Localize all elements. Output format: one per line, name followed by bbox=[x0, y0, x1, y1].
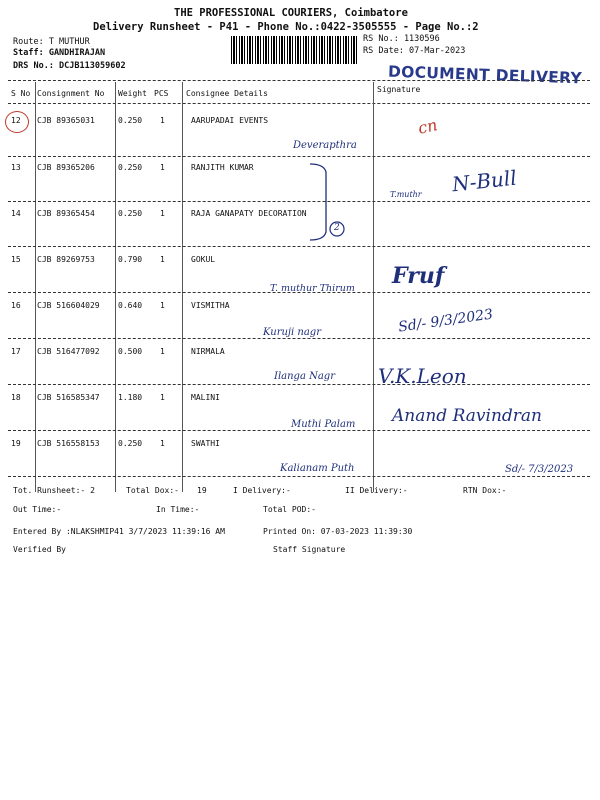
route-label: Route: T MUTHUR bbox=[13, 37, 90, 47]
table-row bbox=[0, 209, 600, 255]
row-pcs: 1 bbox=[160, 255, 165, 264]
row-consignee: NIRMALA bbox=[191, 347, 225, 356]
verified-by: Verified By bbox=[13, 545, 66, 554]
row-weight: 1.180 bbox=[118, 393, 143, 402]
col-consignment-header: Consignment No bbox=[37, 89, 105, 98]
handwritten-address: Ilanga Nagr bbox=[274, 371, 335, 382]
col-signature-header: Signature bbox=[377, 85, 421, 94]
header-divider-top bbox=[8, 80, 590, 81]
row-divider bbox=[8, 338, 590, 339]
circled-number: 2 bbox=[334, 223, 340, 233]
row-pcs: 1 bbox=[160, 393, 165, 402]
entered-by: Entered By :NLAKSHMIP41 3/7/2023 11:39:16 AM bbox=[13, 527, 225, 536]
col-pcs-header: PCS bbox=[154, 89, 169, 98]
row-pcs: 1 bbox=[160, 163, 165, 172]
handwritten-address: T.muthr bbox=[390, 190, 422, 199]
row-weight: 0.250 bbox=[118, 209, 143, 218]
table-row bbox=[0, 439, 600, 485]
table-row bbox=[0, 347, 600, 393]
row-weight: 0.250 bbox=[118, 116, 143, 125]
signature: Anand Ravindran bbox=[392, 406, 543, 426]
in-time: In Time:- bbox=[156, 505, 200, 514]
barcode bbox=[231, 36, 359, 64]
row-consignment: CJB 516558153 bbox=[37, 439, 100, 448]
handwritten-address: Kalianam Puth bbox=[280, 463, 355, 474]
signature: N-Bull bbox=[450, 165, 518, 197]
row-weight: 0.250 bbox=[118, 439, 143, 448]
row-sno: 13 bbox=[11, 163, 21, 172]
row-consignee: MALINI bbox=[191, 393, 220, 402]
ii-delivery: II Delivery:- bbox=[345, 486, 408, 495]
total-dox-value: 19 bbox=[197, 486, 207, 495]
signature: Sd/- 9/3/2023 bbox=[397, 306, 494, 336]
col-sno-header: S No bbox=[11, 89, 31, 98]
runsheet-line: Delivery Runsheet - P41 - Phone No.:0422-3505555 - Page No.:2 bbox=[93, 21, 479, 33]
row-sno: 15 bbox=[11, 255, 21, 264]
col-consignee-header: Consignee Details bbox=[186, 89, 268, 98]
signature: cn bbox=[416, 115, 440, 138]
rtn-dox: RTN Dox:- bbox=[463, 486, 507, 495]
staff-signature: Staff Signature bbox=[273, 545, 346, 554]
row-divider bbox=[8, 201, 590, 202]
row-consignment: CJB 516477092 bbox=[37, 347, 100, 356]
row-consignee: RANJITH KUMAR bbox=[191, 163, 254, 172]
row-sno: 14 bbox=[11, 209, 21, 218]
row-divider bbox=[8, 430, 590, 431]
row-weight: 0.640 bbox=[118, 301, 143, 310]
row-weight: 0.790 bbox=[118, 255, 143, 264]
row-sno: 18 bbox=[11, 393, 21, 402]
company-title: THE PROFESSIONAL COURIERS, Coimbatore bbox=[174, 7, 408, 19]
signature: Sd/- 7/3/2023 bbox=[505, 464, 574, 475]
row-pcs: 1 bbox=[160, 301, 165, 310]
row-weight: 0.250 bbox=[118, 163, 143, 172]
row-consignee: VISMITHA bbox=[191, 301, 230, 310]
row-divider bbox=[8, 246, 590, 247]
row-pcs: 1 bbox=[160, 439, 165, 448]
handwritten-address: Deverapthra bbox=[293, 140, 357, 151]
table-row bbox=[0, 255, 600, 301]
row-pcs: 1 bbox=[160, 116, 165, 125]
handwritten-address: Kuruji nagr bbox=[263, 327, 321, 338]
row-pcs: 1 bbox=[160, 209, 165, 218]
table-row bbox=[0, 301, 600, 347]
row-consignment: CJB 89269753 bbox=[37, 255, 95, 264]
printed-on: Printed On: 07-03-2023 11:39:30 bbox=[263, 527, 413, 536]
tot-runsheet: Tot. Runsheet:- 2 bbox=[13, 486, 95, 495]
row-12-circle-mark bbox=[5, 111, 29, 133]
header-divider-bottom bbox=[8, 103, 590, 104]
row-consignment: CJB 516585347 bbox=[37, 393, 100, 402]
row-sno: 19 bbox=[11, 439, 21, 448]
row-divider bbox=[8, 156, 590, 157]
staff-label: Staff: GANDHIRAJAN bbox=[13, 48, 106, 58]
row-sno: 12 bbox=[11, 116, 21, 125]
row-pcs: 1 bbox=[160, 347, 165, 356]
row-divider bbox=[8, 476, 590, 477]
row-consignee: SWATHI bbox=[191, 439, 220, 448]
i-delivery: I Delivery:- bbox=[233, 486, 291, 495]
handwritten-address: T. muthur Thirum bbox=[270, 283, 355, 294]
drs-number: DRS No.: DCJB113059602 bbox=[13, 61, 126, 71]
row-consignment: CJB 89365031 bbox=[37, 116, 95, 125]
rs-number: RS No.: 1130596 bbox=[363, 34, 440, 44]
document-delivery-stamp: DOCUMENT DELIVERY bbox=[387, 62, 583, 88]
row-consignment: CJB 516604029 bbox=[37, 301, 100, 310]
row-consignment: CJB 89365454 bbox=[37, 209, 95, 218]
signature: Fruf bbox=[392, 263, 445, 289]
total-pod: Total POD:- bbox=[263, 505, 316, 514]
row-consignee: AARUPADAI EVENTS bbox=[191, 116, 269, 125]
row-sno: 16 bbox=[11, 301, 21, 310]
row-consignee: RAJA GANAPATY DECORATION bbox=[191, 209, 307, 218]
total-dox-label: Total Dox:- bbox=[126, 486, 179, 495]
col-weight-header: Weight bbox=[118, 89, 147, 98]
row-consignee: GOKUL bbox=[191, 255, 216, 264]
out-time: Out Time:- bbox=[13, 505, 62, 514]
bracket-mark bbox=[306, 160, 346, 245]
signature: V.K.Leon bbox=[378, 364, 467, 388]
handwritten-address: Muthi Palam bbox=[291, 419, 356, 430]
row-consignment: CJB 89365206 bbox=[37, 163, 95, 172]
row-sno: 17 bbox=[11, 347, 21, 356]
row-divider bbox=[8, 384, 590, 385]
rs-date: RS Date: 07-Mar-2023 bbox=[363, 46, 466, 56]
row-weight: 0.500 bbox=[118, 347, 143, 356]
